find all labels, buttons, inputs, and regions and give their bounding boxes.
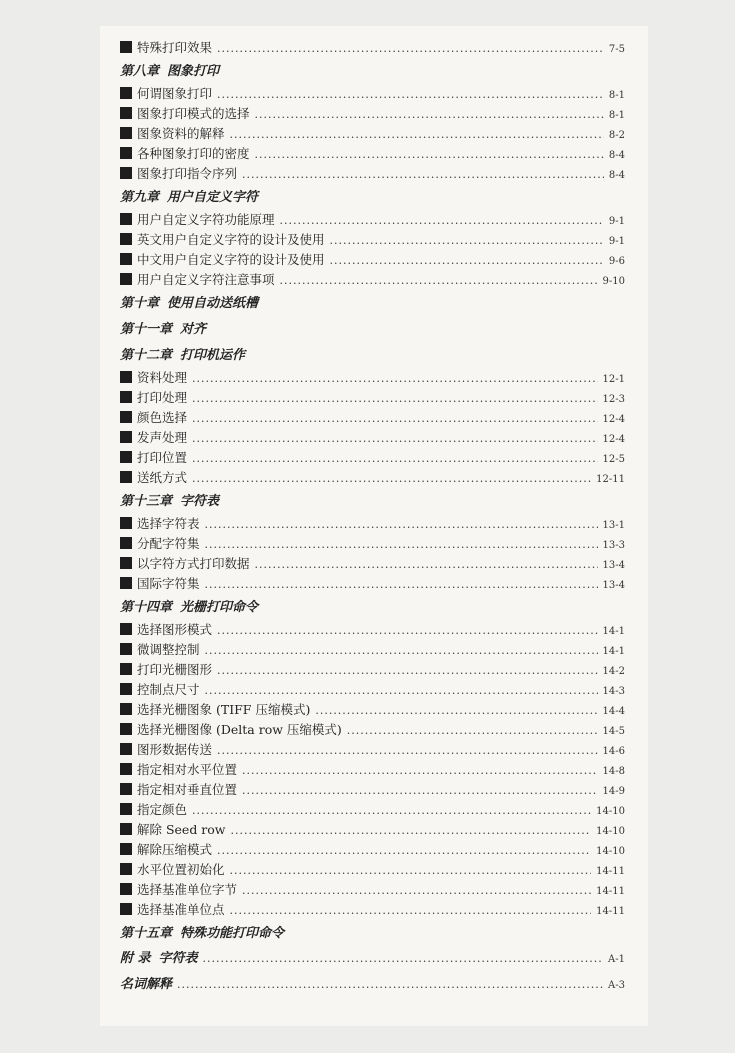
entry-title: 用户自定义字符功能原理 [137,212,275,227]
entry-title: 打印光栅图形 [137,662,213,677]
chapter-title: 光栅打印命令 [180,600,259,615]
chapter-heading [120,342,625,368]
dot-leader [255,145,604,165]
page-number: 14-5 [602,726,625,737]
entry-title: 资料处理 [137,370,188,385]
square-bullet-icon [120,233,132,245]
toc-entry [120,760,625,780]
square-bullet-icon [120,431,132,443]
entry-title [120,946,198,972]
chapter-heading [120,316,625,342]
page-number: 14-8 [602,766,625,777]
page-number: 14-1 [602,626,625,637]
square-bullet-icon [120,623,132,635]
toc-entry [120,820,625,840]
entry-title: 选择光栅图象 (TIFF 压缩模式) [137,702,311,717]
entry-title: 国际字符集 [137,576,200,591]
chapter-label: 附 录 [120,951,151,966]
square-bullet-icon [120,127,132,139]
toc-entry [120,700,625,720]
dot-leader [255,105,604,125]
toc-entry [120,448,625,468]
square-bullet-icon [120,643,132,655]
entry-title: 选择字符表 [137,516,200,531]
square-bullet-icon [120,273,132,285]
page-number: 14-10 [596,846,625,857]
dot-leader [280,271,598,291]
dot-leader [192,389,598,409]
toc-entry [120,250,625,270]
square-bullet-icon [120,87,132,99]
dot-leader [280,211,604,231]
chapter-label: 第十四章 [120,600,173,615]
page-number: 8-1 [608,110,625,121]
toc-entry [120,468,625,488]
entry-title: 用户自定义字符注意事项 [137,272,275,287]
square-bullet-icon [120,147,132,159]
page-number: 9-10 [602,276,625,287]
toc-entry [120,164,625,184]
toc-entry [120,800,625,820]
dot-leader [231,821,592,841]
dot-leader [192,409,598,429]
dot-leader [242,881,591,901]
entry-title: 解除压缩模式 [137,842,213,857]
page-number: A-3 [608,980,625,991]
dot-leader [177,972,603,998]
chapter-heading [120,58,625,84]
page-number: 13-4 [602,560,625,571]
page-number: 12-4 [602,414,625,425]
chapter-label: 第八章 [120,64,160,79]
dot-leader [205,641,598,661]
toc-entry [120,124,625,144]
appendix-entry [120,972,625,998]
chapter-title: 特殊功能打印命令 [180,926,285,941]
page-number: 14-9 [602,786,625,797]
entry-title: 选择图形模式 [137,622,213,637]
entry-title: 颜色选择 [137,410,188,425]
entry-title: 图形数据传送 [137,742,213,757]
square-bullet-icon [120,577,132,589]
dot-leader [255,555,598,575]
page-number: 13-3 [602,540,625,551]
dot-leader [230,901,592,921]
toc-entry [120,270,625,290]
square-bullet-icon [120,167,132,179]
toc-entry [120,554,625,574]
dot-leader [205,681,598,701]
chapter-title: 对齐 [180,322,207,337]
dot-leader [192,801,591,821]
toc-entry [120,104,625,124]
page-number: 14-3 [602,686,625,697]
toc-entry [120,680,625,700]
entry-title: 水平位置初始化 [137,862,225,877]
toc-entry [120,900,625,920]
page-number: 14-10 [596,826,625,837]
square-bullet-icon [120,883,132,895]
page-number: 7-5 [608,44,625,55]
dot-leader [330,231,604,251]
square-bullet-icon [120,107,132,119]
square-bullet-icon [120,703,132,715]
chapter-title: 字符表 [180,494,220,509]
page-number: 8-2 [608,130,625,141]
dot-leader [217,661,598,681]
square-bullet-icon [120,803,132,815]
page-number: 14-6 [602,746,625,757]
page-number: 8-4 [608,170,625,181]
dot-leader [330,251,604,271]
dot-leader [192,449,598,469]
toc-entry [120,740,625,760]
dot-leader [217,39,604,59]
entry-title: 控制点尺寸 [137,682,200,697]
square-bullet-icon [120,663,132,675]
square-bullet-icon [120,253,132,265]
entry-title: 英文用户自定义字符的设计及使用 [137,232,325,247]
dot-leader [230,125,604,145]
table-of-contents [120,38,625,998]
toc-entry [120,210,625,230]
toc-entry [120,620,625,640]
page-number: A-1 [608,954,625,965]
page-number: 12-5 [602,454,625,465]
toc-entry [120,84,625,104]
page-number: 13-4 [602,580,625,591]
chapter-title: 用户自定义字符 [167,190,259,205]
square-bullet-icon [120,517,132,529]
toc-entry [120,860,625,880]
dot-leader [217,741,598,761]
dot-leader [205,515,598,535]
chapter-heading [120,594,625,620]
square-bullet-icon [120,537,132,549]
toc-entry [120,640,625,660]
dot-leader [230,861,592,881]
toc-entry [120,38,625,58]
toc-entry [120,720,625,740]
chapter-heading [120,290,625,316]
square-bullet-icon [120,763,132,775]
square-bullet-icon [120,843,132,855]
entry-title: 指定颜色 [137,802,188,817]
chapter-heading [120,488,625,514]
entry-title: 解除 Seed row [137,822,226,837]
square-bullet-icon [120,783,132,795]
dot-leader [217,85,604,105]
entry-title: 选择基准单位点 [137,902,225,917]
dot-leader [192,369,598,389]
toc-entry [120,428,625,448]
toc-entry [120,840,625,860]
entry-title: 选择光栅图像 (Delta row 压缩模式) [137,722,342,737]
chapter-label: 第十一章 [120,322,173,337]
entry-title: 何谓图象打印 [137,86,213,101]
square-bullet-icon [120,743,132,755]
square-bullet-icon [120,411,132,423]
entry-title: 特殊打印效果 [137,40,213,55]
chapter-label: 第十二章 [120,348,173,363]
square-bullet-icon [120,903,132,915]
page-number: 12-1 [602,374,625,385]
square-bullet-icon [120,683,132,695]
page-number: 9-1 [608,216,625,227]
page-number: 14-4 [602,706,625,717]
entry-title: 图象打印模式的选择 [137,106,250,121]
square-bullet-icon [120,863,132,875]
page-number: 13-1 [602,520,625,531]
chapter-label: 第九章 [120,190,160,205]
square-bullet-icon [120,213,132,225]
dot-leader [347,721,598,741]
page-number: 14-1 [602,646,625,657]
chapter-title: 打印机运作 [180,348,246,363]
page-number: 14-2 [602,666,625,677]
entry-title: 指定相对垂直位置 [137,782,238,797]
entry-title: 中文用户自定义字符的设计及使用 [137,252,325,267]
entry-title: 送纸方式 [137,470,188,485]
toc-entry [120,144,625,164]
toc-entry [120,388,625,408]
toc-entry [120,534,625,554]
dot-leader [205,535,598,555]
dot-leader [217,841,591,861]
chapter-label: 第十三章 [120,494,173,509]
entry-title [120,972,172,998]
chapter-label: 第十章 [120,296,160,311]
dot-leader [217,621,598,641]
page-number: 8-4 [608,150,625,161]
entry-title: 微调整控制 [137,642,200,657]
chapter-title: 图象打印 [167,64,220,79]
page-number: 8-1 [608,90,625,101]
page-number: 14-11 [596,866,625,877]
square-bullet-icon [120,557,132,569]
square-bullet-icon [120,471,132,483]
entry-title: 打印处理 [137,390,188,405]
page-number: 9-1 [608,236,625,247]
square-bullet-icon [120,371,132,383]
entry-title: 图象打印指令序列 [137,166,238,181]
chapter-label: 第十五章 [120,926,173,941]
square-bullet-icon [120,823,132,835]
entry-title: 图象资料的解释 [137,126,225,141]
square-bullet-icon [120,723,132,735]
entry-title: 指定相对水平位置 [137,762,238,777]
page-number: 9-6 [608,256,625,267]
dot-leader [242,781,598,801]
square-bullet-icon [120,391,132,403]
page-number: 12-3 [602,394,625,405]
page-number: 12-11 [596,474,625,485]
entry-title: 以字符方式打印数据 [137,556,250,571]
toc-entry [120,880,625,900]
toc-entry [120,660,625,680]
entry-title: 选择基准单位字节 [137,882,238,897]
entry-title: 各种图象打印的密度 [137,146,250,161]
toc-entry [120,230,625,250]
appendix-entry [120,946,625,972]
toc-entry [120,780,625,800]
page-number: 14-10 [596,806,625,817]
entry-title-text: 字符表 [158,951,198,966]
dot-leader [192,429,598,449]
entry-title: 发声处理 [137,430,188,445]
chapter-title: 使用自动送纸槽 [167,296,259,311]
toc-entry [120,368,625,388]
square-bullet-icon [120,451,132,463]
dot-leader [315,701,597,721]
dot-leader [203,946,603,972]
square-bullet-icon [120,41,132,53]
chapter-heading [120,920,625,946]
toc-entry [120,574,625,594]
page-number: 14-11 [596,886,625,897]
page-number: 12-4 [602,434,625,445]
dot-leader [242,165,604,185]
toc-entry [120,514,625,534]
entry-title: 分配字符集 [137,536,200,551]
entry-title-text: 名词解释 [120,977,173,992]
dot-leader [242,761,598,781]
page-number: 14-11 [596,906,625,917]
dot-leader [192,469,591,489]
dot-leader [205,575,598,595]
toc-entry [120,408,625,428]
entry-title: 打印位置 [137,450,188,465]
chapter-heading [120,184,625,210]
